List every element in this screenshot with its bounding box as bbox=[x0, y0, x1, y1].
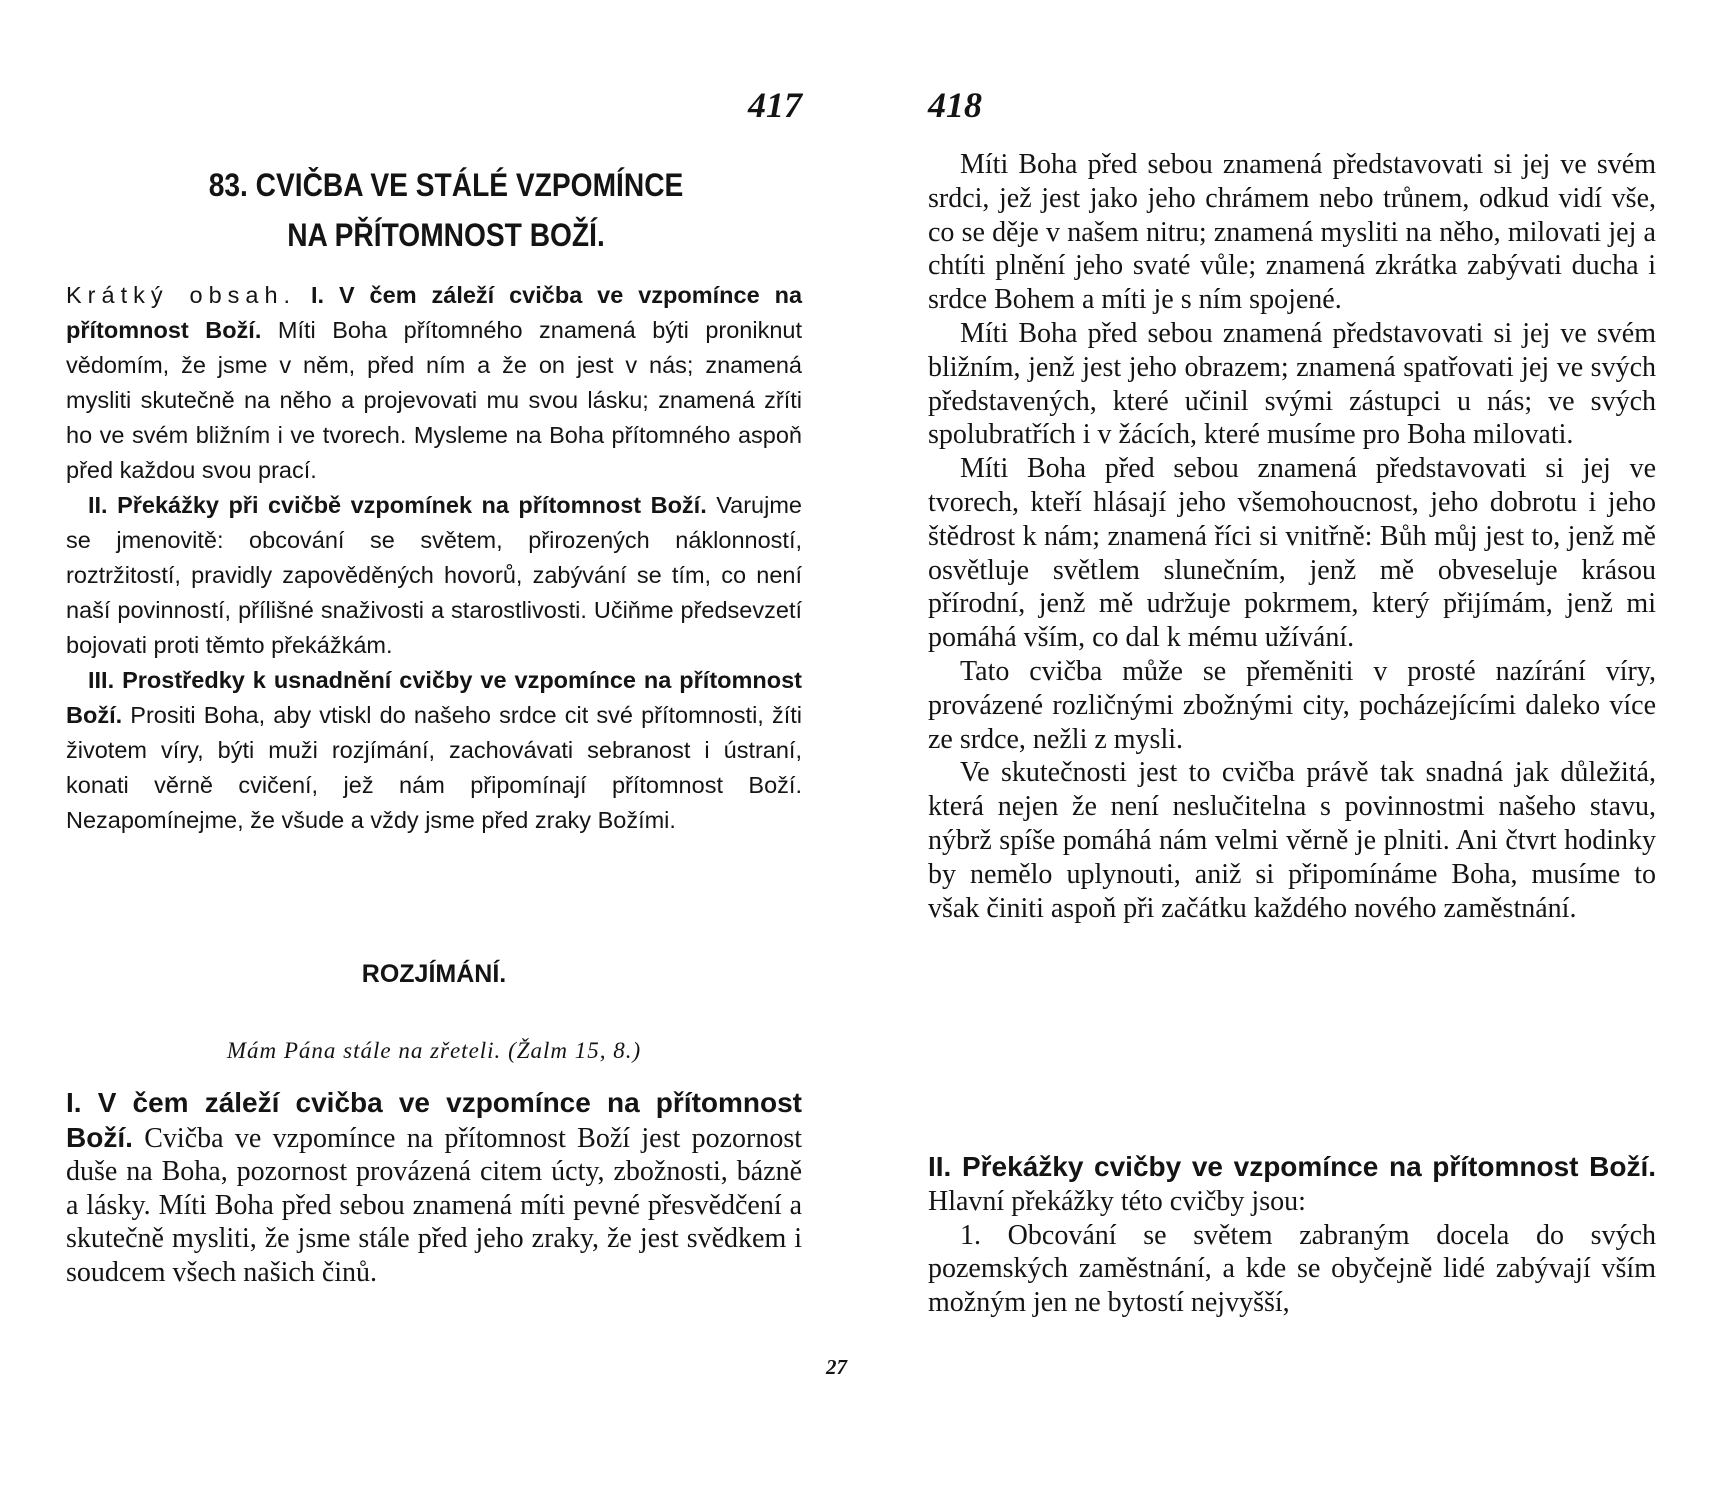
paragraph: Míti Boha před sebou znamená představovati si jej ve svém srdci, jež jest jako jeho chrámem nebo trůnem, odkud vidí vše, co se děje v našem nitru; znamená mysliti na něho, milovati jej a chtíti plnění jeho svaté vůle; znamená zkrátka zabývati ducha i srdce Bohem a míti je s ním spojené. bbox=[928, 149, 1656, 316]
summary-label: Krátký obsah. bbox=[66, 282, 297, 308]
chapter-title bbox=[147, 160, 745, 260]
main-section-1-text: Cvičba ve vzpomínce na přítomnost Boží jest pozornost duše na Boha, pozornost provázená citem úcty, zbožnosti, bázně a lásky. Míti Boha před sebou znamená míti pevné přesvědčení a skutečně mysliti, že jsme stále před jeho zraky, že jest svědkem i soudcem všech našich činů. bbox=[66, 1122, 802, 1288]
paragraph: Ve skutečnosti jest to cvičba právě tak snadná jak důležitá, která nejen že není neslučitelna s povinnostmi našeho stavu, nýbrž spíše pomáhá nám velmi věrně je plniti. Ani čtvrt hodinky by nemělo uplynouti, aniž si připomínáme Boha, musíme to však činiti aspoň při začátku každého nového zaměstnání. bbox=[928, 757, 1656, 924]
page-number-right: 418 bbox=[928, 85, 982, 125]
section-2-point-1: 1. Obcování se světem zabraným docela do svých pozemských zaměstnání, a kde se obyčejně lidé zabývají vším možným jen ne bytostí nejvyšší, bbox=[928, 1219, 1656, 1319]
section-2 bbox=[928, 1150, 1656, 1320]
chapter-title-line-1: 83. CVIČBA VE STÁLÉ VZPOMÍNCE bbox=[208, 167, 684, 203]
summary-heading-2: II. Překážky při cvičbě vzpomínek na přítomnost Boží. bbox=[88, 492, 707, 518]
summary-block bbox=[66, 278, 802, 838]
main-section-1-heading: I. V čem záleží cvičba ve vzpomínce na přítomnost Boží. bbox=[66, 1087, 802, 1153]
section-2-intro: Hlavní překážky této cvičby jsou: bbox=[928, 1185, 1306, 1217]
paragraph: Míti Boha před sebou znamená představovati si jej ve svém bližním, jenž jest jeho obrazem; znamená spatřovati jej ve svých představených, které učinil svými zástupci u nás; ve svých spolubratřích i v žácích, které musíme pro Boha milovati. bbox=[928, 317, 1656, 451]
chapter-title-line-2: NA PŘÍTOMNOST BOŽÍ. bbox=[287, 217, 605, 253]
motto bbox=[66, 1038, 802, 1064]
meditation-heading: ROZJÍMÁNÍ. bbox=[361, 960, 507, 988]
motto-text: Mám Pána stále na zřeteli. bbox=[226, 1038, 502, 1063]
motto-reference: (Žalm 15, 8.) bbox=[508, 1038, 642, 1063]
main-section-1 bbox=[66, 1086, 802, 1289]
section-2-heading: II. Překážky cvičby ve vzpomínce na přítomnost Boží. bbox=[928, 1151, 1656, 1182]
page-number-left: 417 bbox=[748, 85, 802, 125]
summary-text-3: Prositi Boha, aby vtiskl do našeho srdce cit své přítomnosti, žíti životem víry, býti muži rozjímání, zachovávati sebranost i ústraní, konati věrně cvičení, jež nám připomínají přítomnost Boží. Nezapomínejme, že všude a vždy jsme před zraky Božími. bbox=[66, 702, 803, 833]
paragraph: Tato cvičba může se přeměniti v prosté nazírání víry, provázené rozličnými zbožnými city, pocházejícími daleko více ze srdce, nežli z mysli. bbox=[928, 655, 1656, 755]
paragraph: Míti Boha před sebou znamená představovati si jej ve tvorech, kteří hlásají jeho všemohoucnost, jeho dobrotu i jeho štědrost k nám; znamená říci si vnitřně: Bůh můj jest to, jenž mě osvětluje světlem slunečním, jenž mě obveseluje krásou přírodní, jenž mě udržuje pokrmem, který přijímám, jenž mi pomáhá vším, co dal k mému užívání. bbox=[928, 453, 1656, 654]
right-paragraphs bbox=[928, 148, 1656, 925]
summary-text-2: Varujme se jmenovitě: obcování se světem, přirozených náklonností, roztržitostí, pravidly zapověděných hovorů, zabývání se tím, co není naší povinností, přílišné snaživosti a starostlivosti. Učiňme předsevzetí bojovati proti těmto překážkám. bbox=[66, 492, 802, 658]
summary-heading-1: I. V čem záleží cvičba ve vzpomínce na přítomnost Boží. bbox=[66, 282, 803, 343]
signature-mark: 27 bbox=[826, 1355, 847, 1379]
summary-heading-3: III. Prostředky k usnadnění cvičby ve vzpomínce na přítomnost Boží. bbox=[66, 667, 802, 728]
summary-text-1: Míti Boha přítomného znamená býti proniknut vědomím, že jsme v něm, před ním a že on jest v nás; znamená mysliti skutečně na něho a projevovati mu svou lásku; znamená zříti ho ve svém bližním i ve tvorech. Mysleme na Boha přítomného aspoň před každou svou prací. bbox=[66, 317, 803, 483]
